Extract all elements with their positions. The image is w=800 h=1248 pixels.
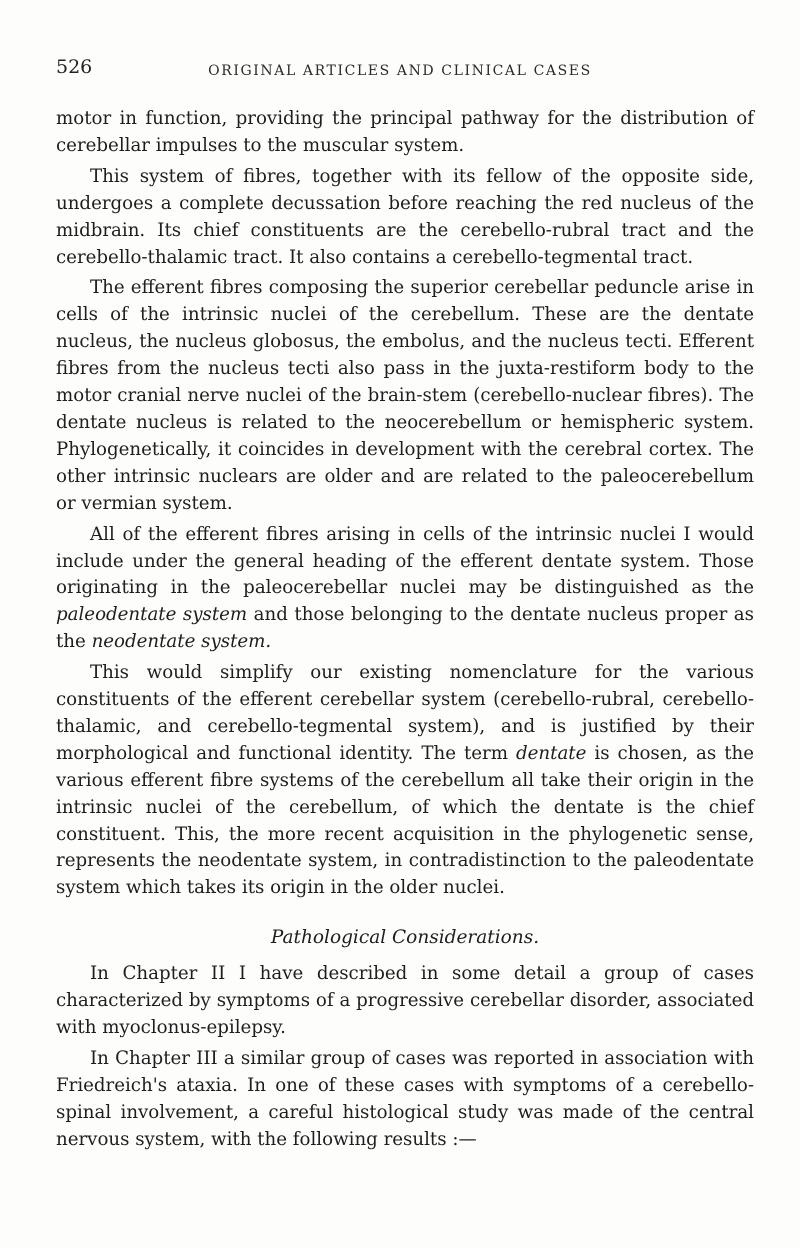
body-text <box>56 106 754 1154</box>
paragraph-text: In Chapter III a similar group of cases was reported in association with Friedreich's ataxia. In one of these cases with symptoms of a cerebello-spinal involvement, a careful histological study was made of the central nervous system, with the following results :— <box>56 1047 754 1150</box>
paragraph-nomenclature <box>56 660 754 902</box>
paragraph-efferent-fibres <box>56 275 754 517</box>
italic-term-dentate: dentate <box>516 742 587 764</box>
paragraph-text: In Chapter II I have described in some detail a group of cases characterized by symptoms of a progressive cerebellar disorder, associated with myoclonus-epilepsy. <box>56 963 754 1038</box>
paragraph-fibre-system <box>56 164 754 272</box>
paragraph-chapter-two <box>56 961 754 1042</box>
page-number: 526 <box>56 56 93 78</box>
running-head: ORIGINAL ARTICLES AND CLINICAL CASES <box>208 63 592 79</box>
paragraph-continued <box>56 106 754 160</box>
italic-term-paleodentate: paleodentate system <box>56 604 248 626</box>
paragraph-text: The efferent fibres composing the superior cerebellar peduncle arise in cells of the intrinsic nuclei of the cerebellum. These are the dentate nucleus, the nucleus globosus, the embolus, and the nucleus tecti. Efferent fibres from the nucleus tecti also pass in the juxta-restiform body to the motor cranial nerve nuclei of the brain-stem (cerebello-nuclear fibres). The dentate nucleus is related to the neocerebellum or hemispheric system. Phylogenetically, it coincides in development with the cerebral cortex. The other intrinsic nuclears are older and are related to the paleocerebellum or vermian system. <box>56 277 754 514</box>
paragraph-text: is chosen, as the various efferent fibre systems of the cerebellum all take their origin in the intrinsic nuclei of the cerebellum, of which the dentate is the chief constituent. This, the more recent acquisition in the phylogenetic sense, represents the neodentate system, in contradistinction to the paleodentate system which takes its origin in the older nuclei. <box>56 742 754 899</box>
paragraph-text: and those belonging to the dentate nucleus proper as the <box>56 604 754 653</box>
paragraph-text: This system of fibres, together with its fellow of the opposite side, undergoes a complete decussation before reaching the red nucleus of the midbrain. Its chief constituents are the cerebello-rubral tract and the cerebello-thalamic tract. It also contains a cerebello-tegmental tract. <box>56 165 754 268</box>
paragraph-chapter-three <box>56 1046 754 1154</box>
italic-term-neodentate: neodentate system. <box>91 631 272 653</box>
paragraph-text: This would simplify our existing nomenclature for the various constituents of the efferent cerebellar system (cerebello-rubral, cerebello-thalamic, and cerebello-tegmental system), and is justified by their morphological and functional identity. The term <box>56 662 754 764</box>
section-heading: Pathological Considerations. <box>270 927 540 949</box>
paragraph-text: All of the efferent fibres arising in cells of the intrinsic nuclei I would include under the general heading of the efferent dentate system. Those originating in the paleocerebellar nuclei may be distinguished as the <box>56 523 754 599</box>
paragraph-text: motor in function, providing the principal pathway for the distribution of cerebellar impulses to the muscular system. <box>56 108 754 156</box>
paragraph-dentate-system <box>56 522 754 657</box>
